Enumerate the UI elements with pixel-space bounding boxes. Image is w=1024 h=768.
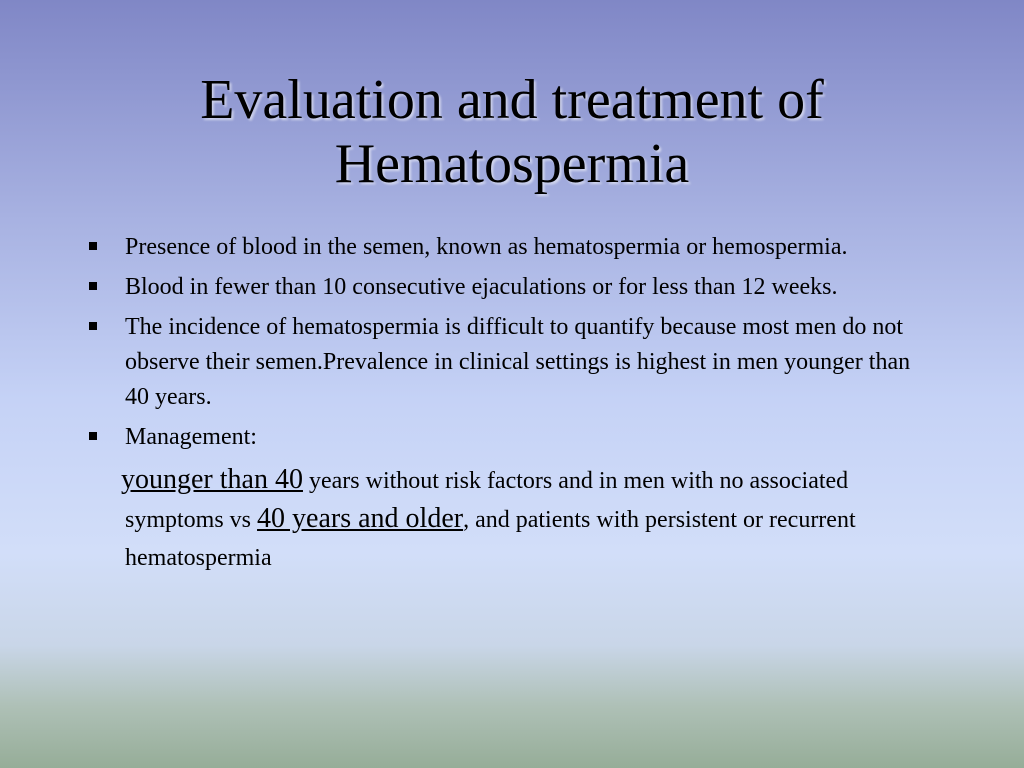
square-bullet-icon xyxy=(89,242,97,250)
bullet-text: The incidence of hematospermia is difficult to quantify because most men do not observe their semen.Prevalence in clinical settings is highest in men younger than 40 years. xyxy=(125,314,911,410)
age-group-older: 40 years and older xyxy=(257,503,464,534)
bullet-text: Management: xyxy=(125,424,257,450)
bullet-list xyxy=(86,230,936,455)
bullet-item xyxy=(86,270,936,305)
bullet-item xyxy=(86,310,936,415)
square-bullet-icon xyxy=(89,322,97,330)
square-bullet-icon xyxy=(89,282,97,290)
bullet-item xyxy=(86,420,936,455)
management-text-2: , and patients with persistent or recurrent hematospermia xyxy=(125,507,856,571)
age-group-younger: younger than 40 xyxy=(121,464,303,495)
bullet-item xyxy=(86,230,936,265)
slide-body xyxy=(86,230,936,577)
bullet-text: Presence of blood in the semen, known as hematospermia or hemospermia. xyxy=(125,234,848,260)
square-bullet-icon xyxy=(89,432,97,440)
bullet-text: Blood in fewer than 10 consecutive ejaculations or for less than 12 weeks. xyxy=(125,274,838,300)
management-paragraph xyxy=(121,461,936,577)
management-text-1: years without risk factors and in men with no associated symptoms vs xyxy=(125,468,849,533)
slide-title: Evaluation and treatment of Hematospermia xyxy=(200,69,824,195)
